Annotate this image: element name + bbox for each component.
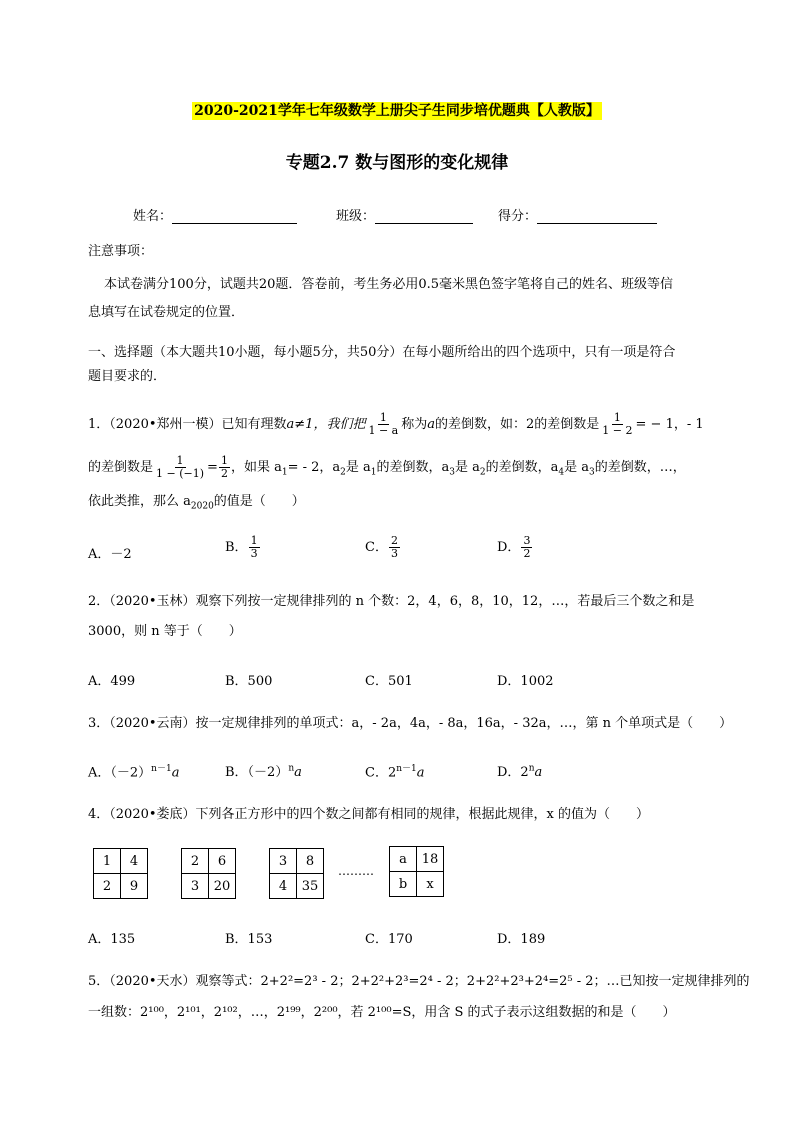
q3-option-c <box>365 761 425 780</box>
square-cell: 4 <box>270 874 297 899</box>
header-banner <box>0 100 794 120</box>
q1-option-c <box>365 535 401 560</box>
q1-text: = − 1，- 1 <box>635 417 704 432</box>
q1-option-a: A．－2 <box>88 547 132 562</box>
q1-frac1 <box>366 412 400 437</box>
opt-sup: n <box>288 763 295 774</box>
q1-text: 是 a <box>564 460 590 475</box>
class-field <box>336 205 473 224</box>
square-cell: 8 <box>297 849 324 874</box>
opt-sup: n－1 <box>151 764 172 774</box>
opt-tail: a <box>294 765 302 780</box>
frac-num: 1 <box>379 411 387 424</box>
frac-num: 1 <box>613 411 621 424</box>
banner-text: 2020-2021学年七年级数学上册尖子生同步培优题典【人教版】 <box>194 103 600 119</box>
opt-label: D． <box>497 540 521 555</box>
q2-option-a: A．499 <box>88 674 136 689</box>
q4-line1: 4．（2020•娄底）下列各正方形中的四个数之间都有相同的规律，根据此规律，x 的值为（ ） <box>88 807 649 822</box>
q1-text: 的值是（ ） <box>213 494 305 509</box>
class-blank <box>375 209 473 224</box>
q3-line1: 3．（2020•云南）按一定规律排列的单项式：a，- 2a，4a，- 8a，16a，- 32a，…，第 n 个单项式是（ ） <box>88 716 733 731</box>
q1-text: 的差倒数，a <box>376 460 450 475</box>
q1-option-b <box>225 535 261 560</box>
q1-text: 的差倒数是 <box>88 460 154 475</box>
opt-frac <box>521 535 532 560</box>
q1-frac3 <box>154 455 206 480</box>
name-field <box>133 205 297 224</box>
q2-option-d: D．1002 <box>497 674 554 689</box>
q1-frac2 <box>600 412 634 437</box>
square-cell: 1 <box>94 849 121 874</box>
frac-den: 1 − (−1) <box>156 467 205 480</box>
q1-option-d <box>497 535 533 560</box>
q2-option-c: C．501 <box>365 674 413 689</box>
q1-line2: 的差倒数是 $\frac{1}{1 - (-1)}$ = $\frac{1}{2}$ ，如果 $a_1= - 2$，$a_2$是 $a_1$的差倒数，$a_3$是 $a_2$的差倒数，$a_4$是 $a_3$的差倒数，…， <box>88 454 686 480</box>
frac-den: 2 <box>523 547 531 560</box>
opt-sup: n－1 <box>396 764 417 774</box>
frac-num: 2 <box>390 534 398 547</box>
number-square-2 <box>181 848 236 899</box>
q3-option-a <box>88 761 179 780</box>
opt-text: B．（－2） <box>225 765 289 780</box>
q1-text: 是 a <box>455 460 480 475</box>
q4-option-c: C．170 <box>365 932 413 947</box>
q1-sub: 2020 <box>190 501 214 512</box>
square-cell: 3 <box>182 874 209 899</box>
notice-heading: 注意事项： <box>88 244 154 259</box>
q1-text: 的差倒数，…， <box>594 460 686 475</box>
frac-num: 1 <box>176 454 184 467</box>
q1-text: = - 2，a <box>287 460 341 475</box>
opt-tail: a <box>416 765 425 781</box>
number-square-3 <box>269 848 324 899</box>
square-cell: 2 <box>182 849 209 874</box>
square-cell: x <box>417 872 444 897</box>
q5-line1: 5．（2020•天水）观察等式：2+2²=2³ - 2；2+2²+2³=2⁴ - 2；2+2²+2³+2⁴=2⁵ - 2；…已知按一定规律排列的 <box>88 974 750 989</box>
q3-option-b <box>225 761 302 780</box>
opt-label: B． <box>225 540 248 555</box>
opt-tail: a <box>534 765 543 780</box>
opt-tail: a <box>171 765 180 781</box>
q3-option-d <box>497 761 542 780</box>
number-square-1 <box>93 848 148 899</box>
q1-text: 的差倒数，如：2的差倒数是 <box>435 417 600 432</box>
frac-den: 3 <box>390 547 398 560</box>
q1-text: 是 a <box>345 460 371 475</box>
q1-line1: 1．（2020•郑州一模）已知有理数a≠1，我们把 $\frac{1}{1 - a}$ 称为a的差倒数，如：2的差倒数是 $\frac{1}{1 - 2}$ = − 1，- 1 <box>88 411 704 437</box>
name-blank <box>172 209 297 224</box>
square-cell: 4 <box>121 849 148 874</box>
q2-option-b: B．500 <box>225 674 273 689</box>
notice-line2: 息填写在试卷规定的位置． <box>88 305 245 320</box>
score-label: 得分： <box>498 209 538 224</box>
square-cell: 20 <box>209 874 236 899</box>
q4-option-a: A．135 <box>88 932 136 947</box>
page-title: 专题2.7 数与图形的变化规律 <box>285 153 509 173</box>
square-cell: 2 <box>94 874 121 899</box>
number-square-4 <box>389 846 444 897</box>
q1-text: ，如果 a <box>230 460 282 475</box>
q2-line1: 2．（2020•玉林）观察下列按一定规律排列的 n 个数：2，4，6，8，10，12，…，若最后三个数之和是 <box>88 594 695 609</box>
opt-sup: n <box>528 763 535 774</box>
section1-line1: 一、选择题（本大题共10小题，每小题5分，共50分）在每小题所给出的四个选项中，只有一项是符合 <box>88 345 676 360</box>
q1-cond: a≠1，我们把 <box>286 417 366 432</box>
square-cell: 6 <box>209 849 236 874</box>
frac-num: 3 <box>523 534 531 547</box>
q1-frac4 <box>219 455 230 480</box>
square-cell: a <box>390 847 417 872</box>
q1-text: 1．（2020•郑州一模）已知有理数 <box>88 417 287 432</box>
q1-line3 <box>88 492 305 517</box>
opt-text: C．2 <box>365 765 397 781</box>
frac-den: 1 − 2 <box>602 424 633 437</box>
section1-line2: 题目要求的． <box>88 369 167 384</box>
opt-text: A．（－2） <box>88 765 152 781</box>
q2-line2: 3000，则 n 等于（ ） <box>88 624 242 639</box>
square-cell: 35 <box>297 874 324 899</box>
q4-option-b: B．153 <box>225 932 273 947</box>
opt-text: D．2 <box>497 765 529 780</box>
opt-frac <box>389 535 400 560</box>
square-cell: 9 <box>121 874 148 899</box>
q1-text: 称为 <box>401 417 428 432</box>
score-blank <box>537 209 657 224</box>
q4-option-d: D．189 <box>497 932 546 947</box>
q1-text: 依此类推，那么 a <box>88 494 191 509</box>
opt-frac <box>249 535 260 560</box>
opt-label: C． <box>365 540 388 555</box>
frac-den: 1 − a <box>368 424 399 437</box>
frac-num: 1 <box>220 454 228 467</box>
score-field <box>498 205 657 224</box>
frac-den: 3 <box>250 547 258 560</box>
frac-den: 2 <box>220 467 228 480</box>
name-label: 姓名： <box>133 209 173 224</box>
ellipsis-dots: ……… <box>338 864 374 878</box>
class-label: 班级： <box>336 209 376 224</box>
q1-text: = <box>207 460 218 475</box>
square-cell: 18 <box>417 847 444 872</box>
q1-text: 的差倒数，a <box>485 460 559 475</box>
notice-line1: 本试卷满分100分，试题共20题．答卷前，考生务必用0.5毫米黑色签字笔将自己的姓名、班级等信 <box>104 277 674 292</box>
square-cell: 3 <box>270 849 297 874</box>
square-cell: b <box>390 872 417 897</box>
q5-line2: 一组数：2¹⁰⁰，2¹⁰¹，2¹⁰²，…，2¹⁹⁹，2²⁰⁰，若 2¹⁰⁰=S，用含 S 的式子表示这组数据的和是（ ） <box>88 1005 676 1020</box>
frac-num: 1 <box>250 534 258 547</box>
